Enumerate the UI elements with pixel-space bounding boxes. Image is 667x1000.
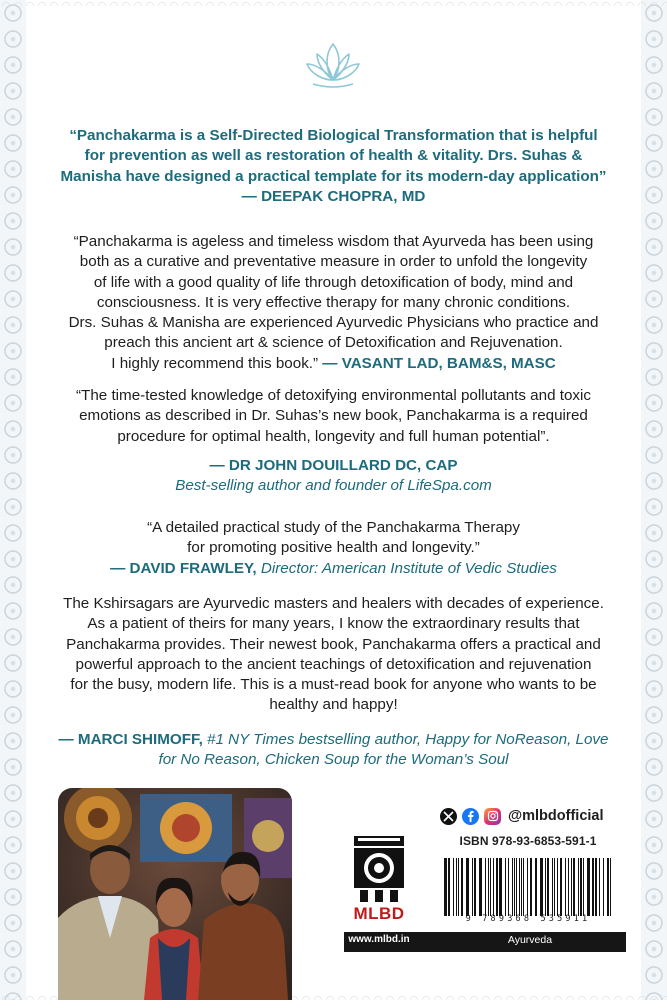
barcode-bar — [603, 858, 604, 916]
barcode-bar — [453, 858, 454, 916]
barcode-bar — [592, 858, 594, 916]
barcode-bar — [496, 858, 498, 916]
quote-attribution: — DR JOHN DOUILLARD DC, CAP — [209, 456, 458, 474]
barcode-bar — [521, 858, 522, 916]
barcode-bar — [607, 858, 609, 916]
barcode-bar — [610, 858, 611, 916]
barcode-bar — [461, 858, 463, 916]
attribution-line — [40, 730, 627, 750]
quote-line: “Panchakarma is ageless and timeless wisdom that Ayurveda has been using — [73, 233, 594, 250]
barcode-bar — [545, 858, 546, 916]
barcode-bar — [474, 858, 476, 916]
attribution-name: — MARCI SHIMOFF, — [58, 731, 203, 748]
barcode-bar — [535, 858, 537, 916]
quote-line: for promoting positive health and longevity.” — [187, 539, 480, 557]
quote-line: “The time-tested knowledge of detoxifying environmental pollutants and toxic — [76, 387, 591, 404]
quote-marci-shimoff — [40, 594, 627, 716]
quote-marci-shimoff-attribution — [40, 730, 627, 771]
barcode-bar — [508, 858, 509, 916]
quote-line: I highly recommend this book.” — [111, 354, 319, 372]
barcode-bar — [565, 858, 566, 916]
quote-attribution: — VASANT LAD, BAM&S, MASC — [322, 354, 556, 372]
top-decorative-edge — [0, 0, 667, 6]
barcode-bar — [587, 858, 590, 916]
attribution-title-continued: for No Reason, Chicken Soup for the Woman’s Soul — [158, 751, 509, 769]
barcode-bar — [505, 858, 506, 916]
barcode-bar — [552, 858, 553, 916]
barcode-bar — [458, 858, 459, 916]
barcode-bar — [444, 858, 447, 916]
quote-deepak-chopra — [40, 126, 627, 207]
quote-john-douillard — [40, 386, 627, 496]
quote-line: procedure for optimal health, longevity and full human potential”. — [117, 427, 550, 445]
book-category: Ayurveda — [507, 934, 553, 946]
quote-david-frawley — [40, 518, 627, 579]
barcode-bar — [499, 858, 502, 916]
facebook-icon[interactable] — [462, 808, 479, 825]
quote-line: Panchakarma provides. Their newest book, Panchakarma offers a practical and — [66, 635, 601, 653]
quote-line: “A detailed practical study of the Panchakarma Therapy — [147, 519, 520, 536]
publisher-logo-emblem — [348, 832, 410, 904]
barcode-bar — [472, 858, 473, 916]
quote-line: healthy and happy! — [269, 696, 398, 714]
barcode-bar — [573, 858, 575, 916]
barcode-bar — [568, 858, 569, 916]
authors-photo — [58, 788, 292, 1000]
barcode-bar — [557, 858, 558, 916]
quote-attribution-subtitle: Best-selling author and founder of LifeSpa.com — [175, 477, 492, 495]
barcode-bar — [490, 858, 491, 916]
quote-last-line — [40, 354, 627, 374]
quote-line: consciousness. It is very effective therapy for many chronic conditions. — [96, 293, 571, 311]
isbn-label: ISBN 978-93-6853-591-1 — [459, 834, 597, 848]
quote-line: both as a curative and preventative measure in order to unfold the longevity — [79, 253, 588, 271]
quote-line: Manisha have designed a practical template for its modern-day application” — [60, 167, 607, 185]
barcode-bar — [485, 858, 486, 916]
barcode-bar — [523, 858, 524, 916]
quote-line: for prevention as well as restoration of health & vitality. Drs. Suhas & — [84, 147, 583, 165]
barcode-bar — [554, 858, 555, 916]
barcode-bar — [493, 858, 494, 916]
quote-line: The Kshirsagars are Ayurvedic masters and healers with decades of experience. — [63, 595, 604, 612]
barcode-bar — [488, 858, 489, 916]
barcode-bar — [514, 858, 515, 916]
quote-line: emotions as described in Dr. Suhas’s new book, Panchakarma is a required — [79, 407, 588, 425]
left-decorative-border — [0, 0, 26, 1000]
barcode-digits: 9 789368 535911 — [465, 914, 591, 924]
barcode-bar — [519, 858, 520, 916]
barcode-bar — [456, 858, 457, 916]
quote-line: “Panchakarma is a Self-Directed Biological Transformation that is helpful — [69, 127, 598, 144]
quote-line: for the busy, modern life. This is a must-read book for anyone who wants to be — [70, 676, 597, 694]
quote-line: Drs. Suhas & Manisha are experienced Ayurvedic Physicians who practice and — [68, 314, 599, 332]
lotus-icon — [303, 40, 363, 92]
barcode — [436, 852, 620, 922]
quote-vasant-lad — [40, 232, 627, 374]
quote-attribution — [40, 559, 627, 579]
quote-line: powerful approach to the ancient teachings of detoxification and rejuvenation — [75, 655, 592, 673]
barcode-bar — [479, 858, 482, 916]
barcode-bar — [595, 858, 597, 916]
publisher-logo-text: MLBD — [353, 904, 405, 923]
barcode-bar — [530, 858, 532, 916]
barcode-bar — [583, 858, 584, 916]
barcode-bar — [571, 858, 572, 916]
quote-line: of life with a good quality of life through detoxification of body, mind and — [93, 273, 574, 291]
x-icon[interactable] — [440, 808, 457, 825]
barcode-bar — [560, 858, 562, 916]
quote-line: preach this ancient art & science of Detoxification and Rejuvenation. — [104, 334, 563, 352]
barcode-bar — [512, 858, 513, 916]
barcode-bar — [527, 858, 528, 916]
social-links — [440, 806, 604, 826]
barcode-bar — [448, 858, 450, 916]
attribution-title: #1 NY Times bestselling author, Happy for NoReason, Love — [207, 731, 609, 748]
attribution-title: Director: American Institute of Vedic Studies — [260, 559, 557, 577]
right-decorative-border — [641, 0, 667, 1000]
publisher-website[interactable]: www.mlbd.in — [348, 934, 410, 945]
attribution-name: — DAVID FRAWLEY, — [110, 559, 257, 577]
barcode-bar — [578, 858, 579, 916]
barcode-bar — [516, 858, 517, 916]
barcode-bar — [547, 858, 549, 916]
barcode-bar — [580, 858, 582, 916]
quote-attribution: — DEEPAK CHOPRA, MD — [241, 187, 426, 205]
instagram-icon[interactable] — [484, 808, 501, 825]
barcode-bar — [540, 858, 543, 916]
barcode-bar — [599, 858, 600, 916]
social-handle: @mlbdofficial — [508, 808, 604, 824]
quote-line: As a patient of theirs for many years, I know the extraordinary results that — [87, 615, 580, 633]
barcode-bar — [466, 858, 469, 916]
